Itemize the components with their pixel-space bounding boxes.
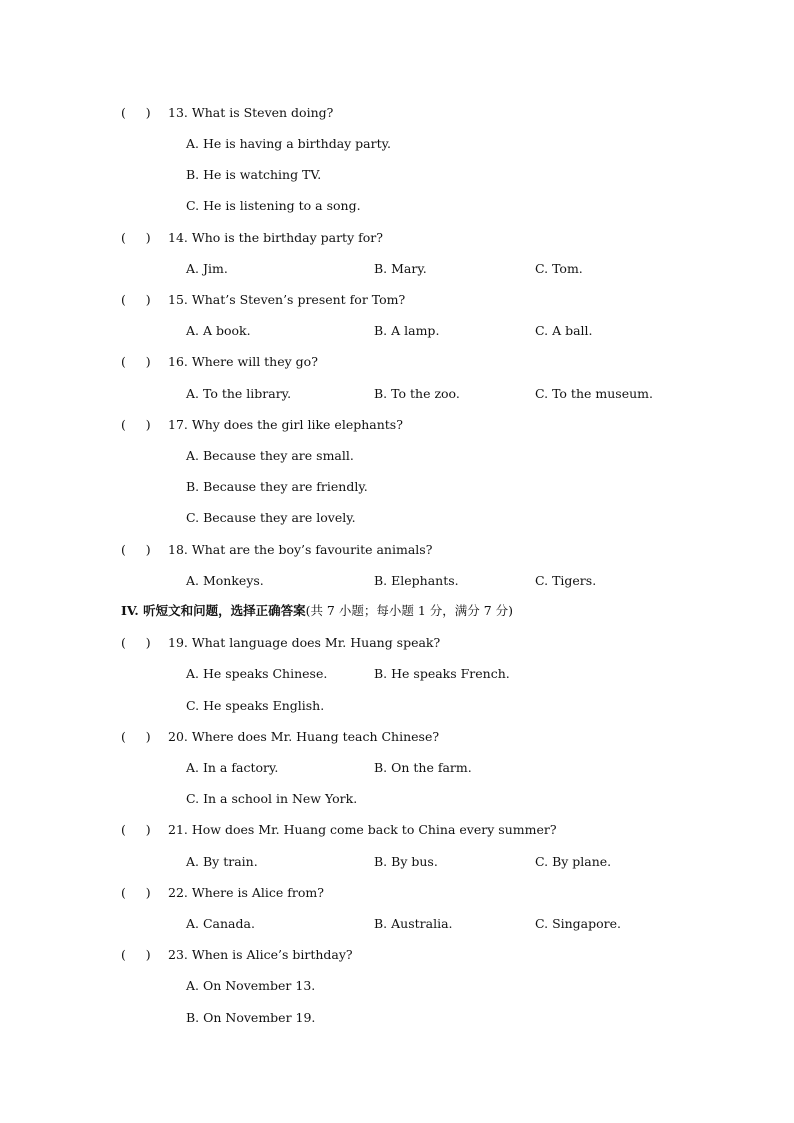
section-heading [121, 603, 513, 619]
q21-option-b: B. By bus. [374, 854, 438, 869]
q17-option-b: B. Because they are friendly. [186, 479, 368, 494]
q21-option-c: C. By plane. [535, 854, 612, 869]
section-label: IV. 听短文和问题，选择正确答案 [121, 603, 306, 618]
section-note: (共 7 小题；每小题 1 分，满分 7 分) [305, 603, 514, 618]
q18-option-a: A. Monkeys. [186, 573, 264, 588]
q22-option-a: A. Canada. [186, 916, 255, 931]
answer-blank[interactable]: ( ) [121, 729, 151, 744]
q20-option-c: C. In a school in New York. [186, 791, 358, 806]
question-19: 19. What language does Mr. Huang speak? [168, 635, 441, 650]
q18-option-b: B. Elephants. [374, 573, 459, 588]
q15-option-b: B. A lamp. [374, 323, 440, 338]
question-22: 22. Where is Alice from? [168, 885, 324, 900]
answer-blank[interactable]: ( ) [121, 417, 151, 432]
answer-blank[interactable]: ( ) [121, 947, 151, 962]
question-13: 13. What is Steven doing? [168, 105, 334, 120]
q15-option-c: C. A ball. [535, 323, 593, 338]
q22-option-c: C. Singapore. [535, 916, 622, 931]
q16-option-a: A. To the library. [186, 386, 292, 401]
q21-option-a: A. By train. [186, 854, 258, 869]
answer-blank[interactable]: ( ) [121, 292, 151, 307]
q18-option-c: C. Tigers. [535, 573, 597, 588]
q19-option-b: B. He speaks French. [374, 666, 510, 681]
question-23: 23. When is Alice’s birthday? [168, 947, 353, 962]
q13-option-b: B. He is watching TV. [186, 167, 322, 182]
question-14: 14. Who is the birthday party for? [168, 230, 383, 245]
q19-option-c: C. He speaks English. [186, 698, 325, 713]
q23-option-a: A. On November 13. [186, 978, 316, 993]
q15-option-a: A. A book. [186, 323, 251, 338]
q19-option-a: A. He speaks Chinese. [186, 666, 328, 681]
answer-blank[interactable]: ( ) [121, 354, 151, 369]
q23-option-b: B. On November 19. [186, 1010, 316, 1025]
q13-option-c: C. He is listening to a song. [186, 198, 361, 213]
answer-blank[interactable]: ( ) [121, 105, 151, 120]
q16-option-b: B. To the zoo. [374, 386, 460, 401]
answer-blank[interactable]: ( ) [121, 542, 151, 557]
question-15: 15. What’s Steven’s present for Tom? [168, 292, 406, 307]
q22-option-b: B. Australia. [374, 916, 453, 931]
answer-blank[interactable]: ( ) [121, 635, 151, 650]
answer-blank[interactable]: ( ) [121, 822, 151, 837]
question-17: 17. Why does the girl like elephants? [168, 417, 403, 432]
question-21: 21. How does Mr. Huang come back to China every summer? [168, 822, 557, 837]
q14-option-c: C. Tom. [535, 261, 583, 276]
q20-option-a: A. In a factory. [186, 760, 279, 775]
q16-option-c: C. To the museum. [535, 386, 653, 401]
q17-option-a: A. Because they are small. [186, 448, 354, 463]
q14-option-a: A. Jim. [186, 261, 228, 276]
answer-blank[interactable]: ( ) [121, 885, 151, 900]
q13-option-a: A. He is having a birthday party. [186, 136, 392, 151]
question-18: 18. What are the boy’s favourite animals? [168, 542, 433, 557]
question-20: 20. Where does Mr. Huang teach Chinese? [168, 729, 440, 744]
q14-option-b: B. Mary. [374, 261, 427, 276]
answer-blank[interactable]: ( ) [121, 230, 151, 245]
question-16: 16. Where will they go? [168, 354, 318, 369]
q17-option-c: C. Because they are lovely. [186, 510, 356, 525]
q20-option-b: B. On the farm. [374, 760, 472, 775]
